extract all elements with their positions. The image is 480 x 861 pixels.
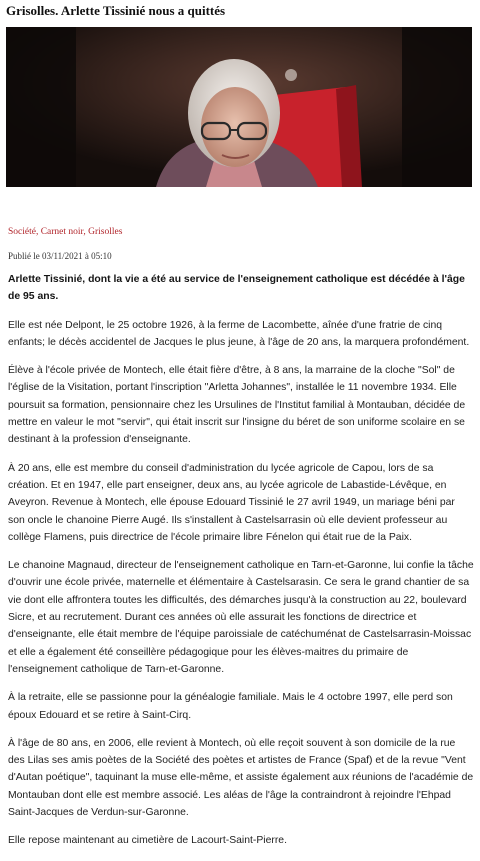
article-body: [8, 271, 474, 861]
article-categories[interactable]: Société, Carnet noir, Grisolles: [8, 227, 123, 237]
article-paragraph: À l'âge de 80 ans, en 2006, elle revient à Montech, où elle reçoit souvent à son domicile de la rue des Lilas ses amis poètes de la Société des poètes et artistes de France (Spaf) et de la revue "Vent d'Autan poétique", taquinant la muse elle-même, et assiste également aux réunions de l'académie de Montauban dont elle est membre associé. Les aléas de l'âge la contraindront à rejoindre l'Ehpad Saint-Jacques de Verdun-sur-Garonne.: [8, 737, 474, 819]
article-meta: [8, 226, 468, 262]
article-paragraph: Élève à l'école privée de Montech, elle était fière d'être, à 8 ans, la marraine de la cloche "Sol" de l'église de la Visitation, portant l'inscription "Arletta Johannes", installée le 11 novembre 1934. Elle poursuit sa formation, pensionnaire chez les Ursulines de l'Institut familial à Montauban, décidée de mettre en valeur le mot "servir", qui était inscrit sur l'insigne du béret de son uniforme scolaire en se destinant à la profession d'enseignante.: [8, 365, 466, 446]
article-paragraph: Elle est née Delpont, le 25 octobre 1926, à la ferme de Lacombette, aînée d'une fratrie de cinq enfants; le décès accidentel de Jacques le plus jeune, à l'âge de 20 ans, la marquera profondément.: [8, 319, 470, 348]
portrait-photo-icon: [6, 27, 472, 187]
article-headline: Grisolles. Arlette Tissinié nous a quittés: [6, 3, 226, 18]
article-paragraph: Le chanoine Magnaud, directeur de l'enseignement catholique en Tarn-et-Garonne, lui confie la tâche d'ouvrir une école privée, maternelle et élémentaire à Castelsarasin. Ce sera le grand chantier de sa vie dont elle affrontera toutes les difficultés, des démarches jusqu'à la construction au 22, boulevard Sicre, et au recrutement. Durant ces années où elle assurait les fonctions de directrice et d'enseignante, elle était membre de l'équipe paroissiale de catéchuménat de Castelsarrasin-Moissac et elle a également été conseillère pédagogique pour les élèves-maitres du primaire de l'enseignement catholique de Tarn-et-Garonne.: [8, 560, 474, 675]
article-paragraph: Elle repose maintenant au cimetière de Lacourt-Saint-Pierre.: [8, 835, 287, 847]
article-paragraph: À 20 ans, elle est membre du conseil d'administration du lycée agricole de Capou, lors de sa création. Et en 1947, elle part enseigner, deux ans, au lycée agricole de Labastide-Lévêque, en Aveyron. Revenue à Montech, elle épouse Edouard Tissinié le 27 avril 1949, un mariage béni par son oncle le chanoine Pierre Augé. Ils s'installent à Castelsarrasin où elle devient professeur au collège Flamens, puis directrice de l'école primaire libre Fénelon qui était rue de la Paix.: [8, 462, 455, 543]
article-lead: Arlette Tissinié, dont la vie a été au service de l'enseignement catholique est décédée à l'âge de 95 ans.: [8, 274, 465, 303]
publish-date: Publié le 03/11/2021 à 05:10: [8, 251, 112, 261]
article-paragraph: À la retraite, elle se passionne pour la généalogie familiale. Mais le 4 octobre 1997, elle perd son époux Edouard et se retire à Saint-Cirq.: [8, 692, 453, 721]
